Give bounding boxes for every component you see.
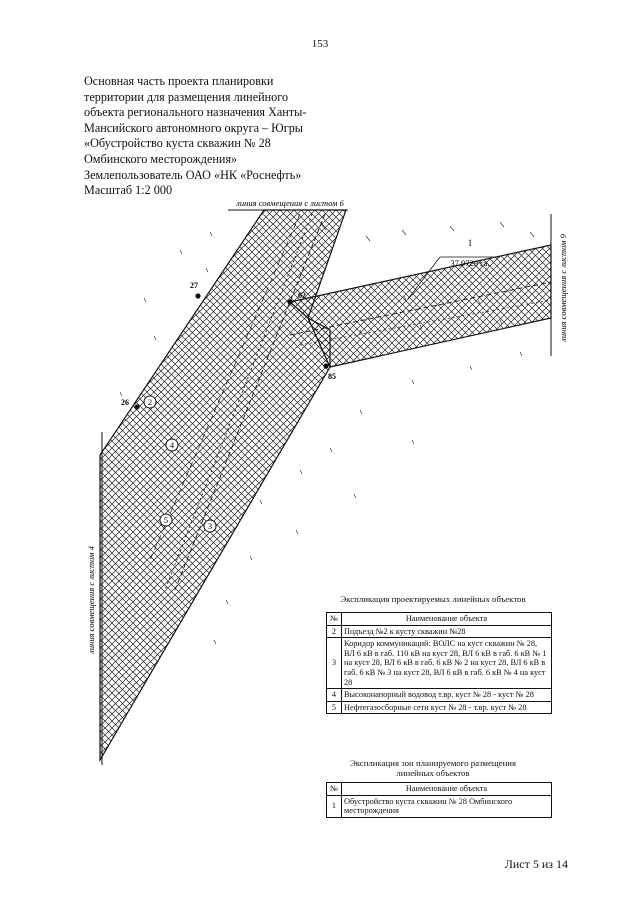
point-26-marker — [134, 404, 139, 409]
point-85-label: 85 — [328, 372, 336, 381]
row-name: Обустройство куста скважин № 28 Омбинского месторождения — [342, 795, 552, 817]
point-85-marker — [323, 363, 328, 368]
row-name: Коридор коммуникаций: ВОЛС на куст скважин № 28, ВЛ 6 кВ в габ. 110 кВ на куст 28, ВЛ 6 кВ в габ. 6 кВ № 1 на куст 28, ВЛ 6 кВ в габ. 6 кВ № 2 на куст 28, ВЛ 6 кВ в габ. 6 кВ № 3 на куст 28, ВЛ 6 кВ в габ. 6 кВ № 4 на куст 28 — [342, 638, 552, 689]
linear-objects-table — [326, 612, 552, 714]
point-62-label: 62 — [298, 291, 306, 300]
table-header-row — [327, 783, 552, 796]
row-name: Подъезд №2 к кусту скважин №28 — [342, 625, 552, 638]
row-num: 4 — [327, 689, 342, 702]
title-line: Мансийского автономного округа – Югры — [84, 120, 303, 135]
zones-caption — [318, 758, 548, 778]
table-header-row — [327, 613, 552, 626]
title-line: объекта регионального назначения Ханты- — [84, 105, 307, 120]
zones-caption-line: Экспликация зон планируемого размещения — [349, 758, 517, 768]
point-62-marker — [287, 299, 292, 304]
title-line: Землепользователь ОАО «НК «Роснефть» — [84, 167, 302, 182]
object-marker-label: 2 — [147, 397, 153, 407]
zone-area: 37,9729 га. — [450, 258, 490, 268]
sheet-label: Лист 5 из 14 — [504, 857, 568, 871]
zones-table — [326, 782, 552, 818]
hatched-zone-branch — [290, 245, 551, 367]
row-name: Нефтегазосборные сети куст № 28 - т.вр. куст № 28 — [342, 701, 552, 714]
table-row — [327, 795, 552, 817]
zone-number: 1 — [467, 238, 473, 248]
object-marker-label: 4 — [169, 440, 175, 450]
zones-caption-line: линейных объектов — [396, 768, 470, 778]
table-row — [327, 638, 552, 689]
title-line: Основная часть проекта планировки — [84, 74, 274, 88]
table-row — [327, 689, 552, 702]
header-name: Наименование объекта — [342, 613, 552, 626]
title-line: Омбинского месторождения» — [84, 151, 238, 166]
title-line: «Обустройство куста скважин № 28 — [84, 136, 271, 151]
row-num: 1 — [327, 795, 342, 817]
point-27-label: 27 — [190, 281, 198, 290]
header-num: № — [327, 783, 342, 796]
hatched-zone-main — [100, 210, 346, 760]
point-26-label: 26 — [121, 398, 129, 407]
row-num: 3 — [327, 638, 342, 689]
row-name: Высоконапорный водовод т.вр. куст № 28 - куст № 28 — [342, 689, 552, 702]
match-line-left-label: линия совмещения с листом 4 — [86, 546, 96, 654]
table-row — [327, 701, 552, 714]
scale-line: Масштаб 1:2 000 — [84, 183, 173, 198]
table-row — [327, 625, 552, 638]
linear-objects-caption: Экспликация проектируемых линейных объектов — [340, 594, 526, 604]
match-line-top-label: линия совмещения с листом 6 — [236, 198, 344, 208]
header-num: № — [327, 613, 342, 626]
header-name: Наименование объекта — [342, 783, 552, 796]
title-line: территории для размещения линейного — [84, 89, 289, 104]
object-marker-label: 5 — [163, 515, 169, 525]
object-marker-label: 3 — [207, 521, 213, 531]
page-number: 153 — [311, 38, 329, 50]
point-27-marker — [195, 293, 200, 298]
row-num: 2 — [327, 625, 342, 638]
row-num: 5 — [327, 701, 342, 714]
match-line-right-label: линия совмещения с листом 9 — [558, 234, 568, 342]
